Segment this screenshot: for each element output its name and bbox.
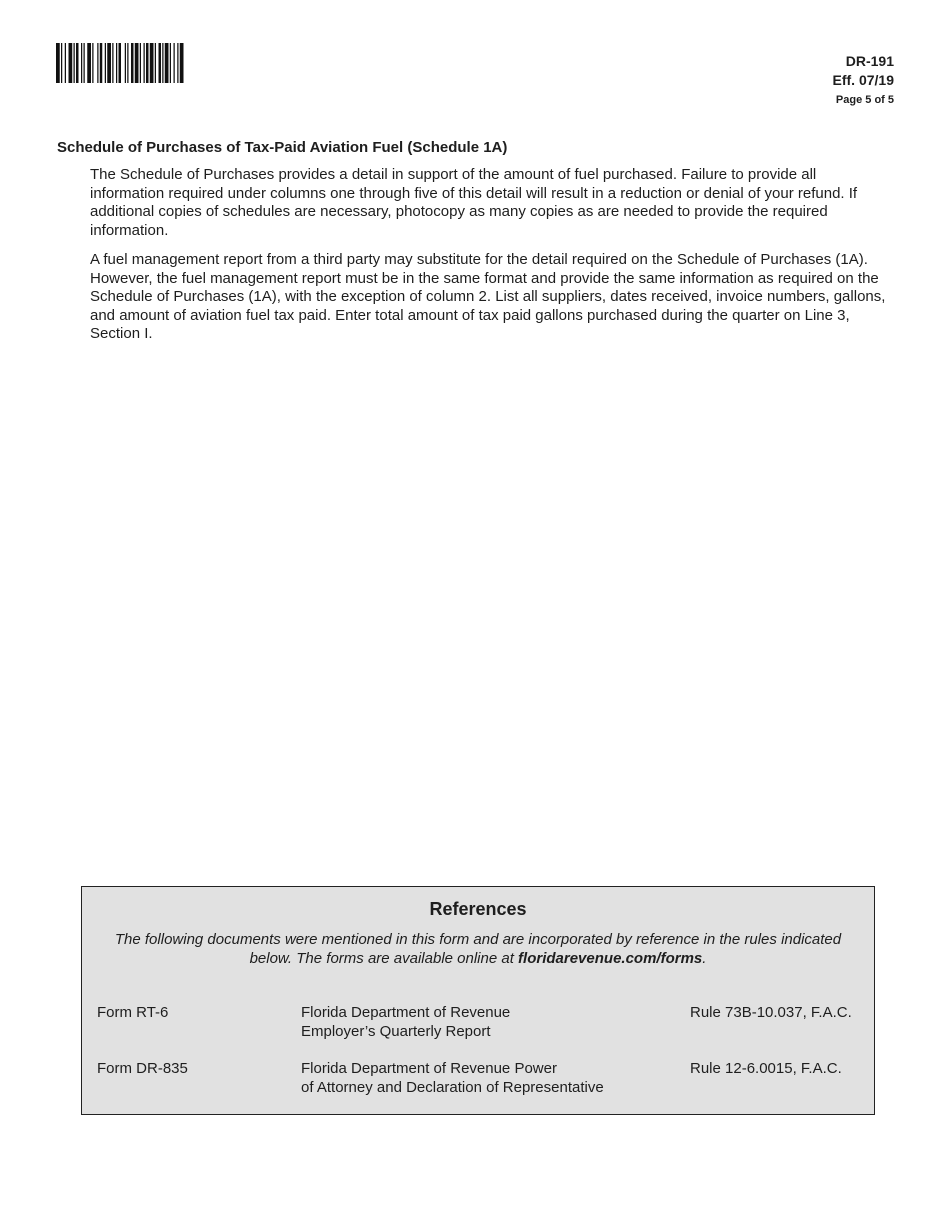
reference-description-line: of Attorney and Declaration of Representative <box>301 1078 604 1096</box>
references-box <box>81 886 875 1115</box>
page-number: Page 5 of 5 <box>835 94 894 106</box>
effective-date: Eff. 07/19 <box>832 72 894 88</box>
references-title: References <box>429 899 527 919</box>
paragraph-schedule-purpose: The Schedule of Purchases provides a detail in support of the amount of fuel purchased. Failure to provide all information required under columns one through five of this detail will result in a reduction or denial of your refund. If additional copies of schedules are necessary, photocopy as many copies as are needed to provide the required information. <box>90 166 858 239</box>
reference-form: Form DR-835 <box>97 1060 188 1077</box>
form-number: DR-191 <box>845 53 894 69</box>
reference-rule: Rule 73B-10.037, F.A.C. <box>690 1004 852 1021</box>
reference-description-line: Florida Department of Revenue <box>301 1004 511 1021</box>
section-title: Schedule of Purchases of Tax-Paid Aviation Fuel (Schedule 1A) <box>57 139 508 156</box>
form-identifier <box>833 52 894 110</box>
references-intro <box>92 930 864 968</box>
reference-description-line: Employer’s Quarterly Report <box>301 1022 491 1040</box>
reference-description-line: Florida Department of Revenue Power <box>301 1060 557 1077</box>
paragraph-fuel-management-report: A fuel management report from a third party may substitute for the detail required on the Schedule of Purchases (1A). However, the fuel management report must be in the same format and provide the same information as required on the Schedule of Purchases (1A), with the exception of column 2. List all suppliers, dates received, invoice numbers, gallons, and amount of aviation fuel tax paid. Enter total amount of tax paid gallons purchased during the quarter on Line 3, Section I. <box>90 251 886 343</box>
references-intro-end: . <box>702 950 707 967</box>
forms-link[interactable]: floridarevenue.com/forms <box>518 950 703 967</box>
reference-rule: Rule 12-6.0015, F.A.C. <box>690 1060 842 1077</box>
reference-description <box>301 1060 604 1097</box>
references-intro-text: The following documents were mentioned in this form and are incorporated by reference in the rules indicated below. The forms are available online at <box>114 931 842 967</box>
reference-form: Form RT-6 <box>97 1004 169 1021</box>
barcode <box>56 43 280 83</box>
reference-description <box>301 1004 510 1041</box>
